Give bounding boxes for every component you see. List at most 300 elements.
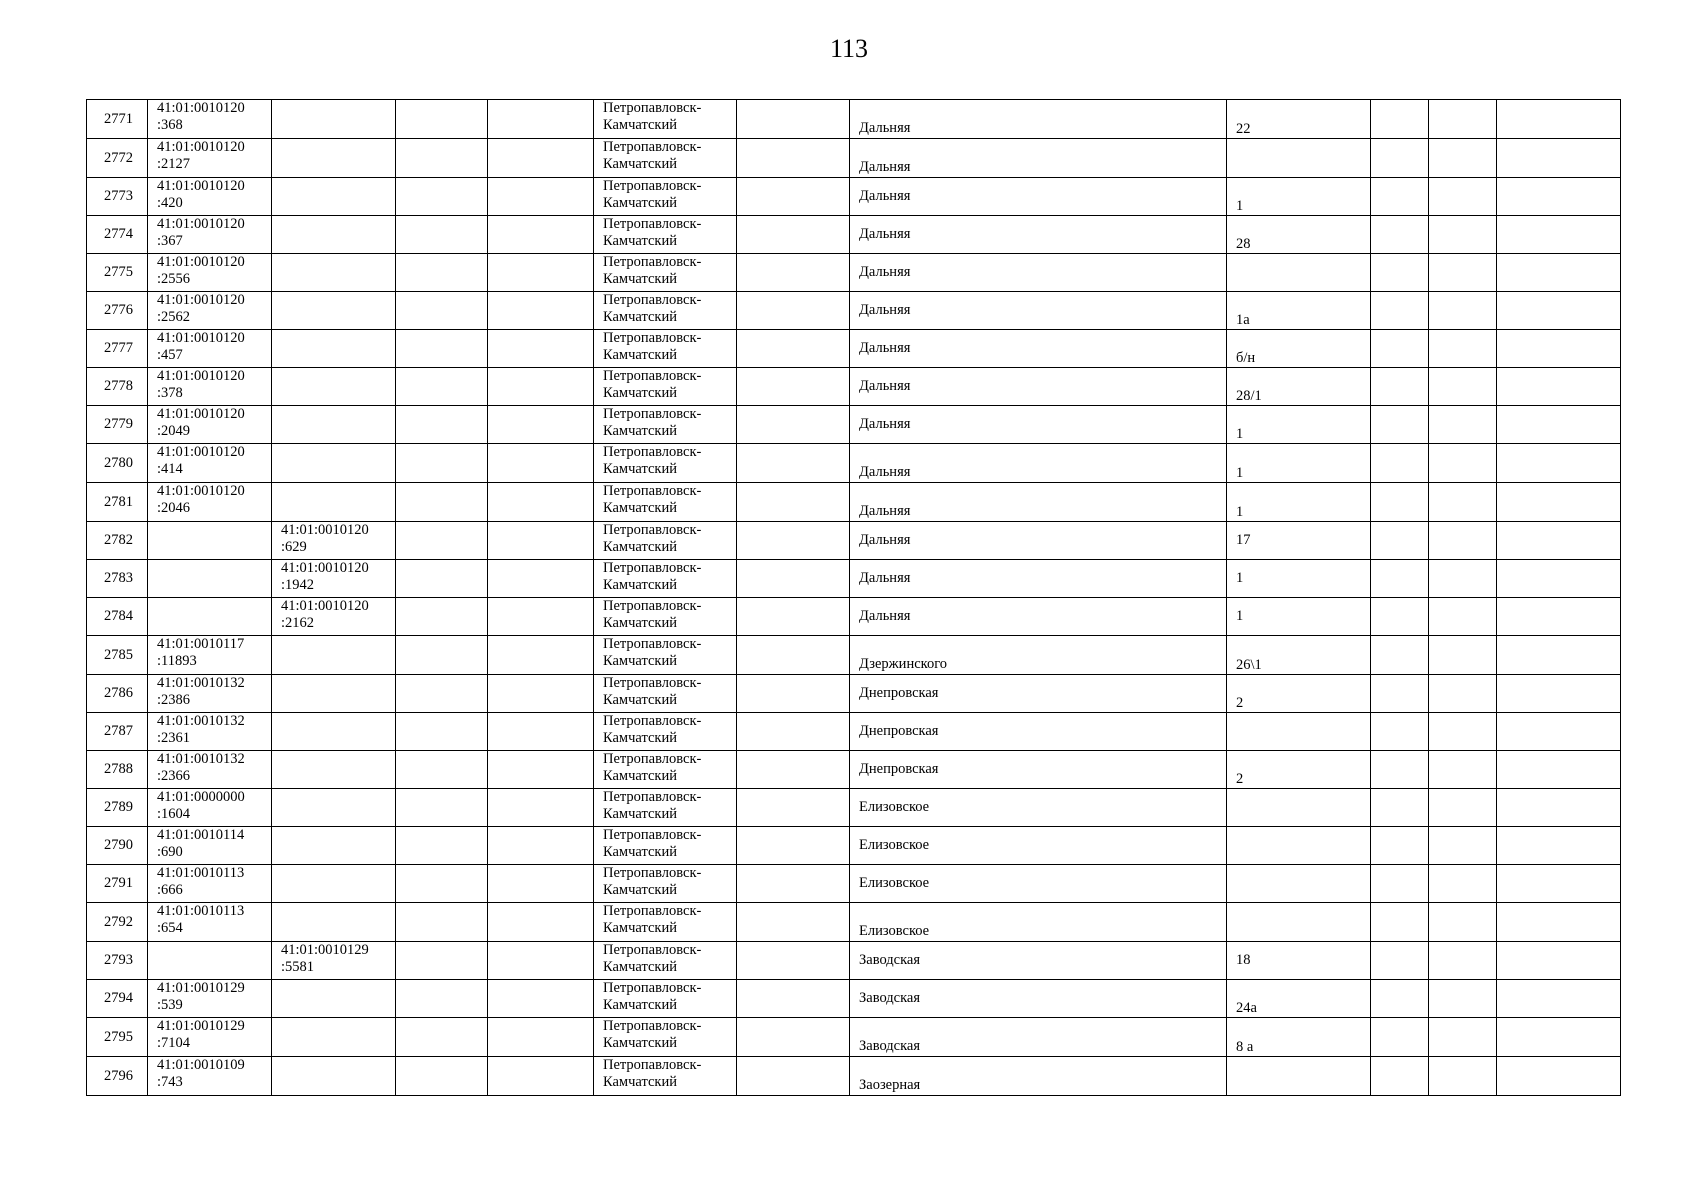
cadastral-number-cell	[148, 675, 272, 713]
empty-cell	[1497, 789, 1621, 827]
city-name-part2: Камчатский	[603, 385, 677, 401]
city-name-part1: Петропавловск-	[603, 444, 702, 460]
building-cadastral-number-part1: 41:01:0010120	[281, 560, 369, 576]
city-name-part1: Петропавловск-	[603, 980, 702, 996]
street-cell	[850, 178, 1227, 216]
empty-cell	[1497, 330, 1621, 368]
empty-cell	[396, 292, 488, 330]
street-name: Заозерная	[859, 1077, 921, 1093]
empty-cell	[1429, 444, 1497, 483]
row-number-cell	[87, 330, 148, 368]
empty-cell	[737, 483, 850, 522]
city-name-part1: Петропавловск-	[603, 1018, 702, 1034]
house-number: 1	[1236, 570, 1244, 586]
city-name-part1: Петропавловск-	[603, 675, 702, 691]
cadastral-number-part2: :2361	[157, 730, 191, 746]
empty-cell	[396, 636, 488, 675]
cadastral-number-part2: :457	[157, 347, 183, 363]
empty-cell	[396, 254, 488, 292]
row-number-cell	[87, 560, 148, 598]
empty-cell	[1497, 827, 1621, 865]
empty-cell	[737, 980, 850, 1018]
empty-cell	[1429, 254, 1497, 292]
cadastral-number-part2: :367	[157, 233, 183, 249]
empty-cell	[737, 751, 850, 789]
cadastral-number-part2: :414	[157, 461, 183, 477]
street-cell	[850, 827, 1227, 865]
empty-cell	[1497, 865, 1621, 903]
row-number-cell	[87, 636, 148, 675]
cadastral-number-part2: :7104	[157, 1035, 191, 1051]
table-row	[87, 636, 1621, 675]
house-number: 28	[1236, 236, 1251, 252]
cadastral-number-part1: 41:01:0010129	[157, 980, 245, 996]
cadastral-number-cell	[148, 139, 272, 178]
house-number-cell	[1227, 406, 1371, 444]
table-row	[87, 1057, 1621, 1096]
city-cell	[594, 789, 737, 827]
house-number-cell	[1227, 827, 1371, 865]
row-number: 2778	[104, 378, 133, 394]
empty-cell	[1371, 178, 1429, 216]
city-cell	[594, 942, 737, 980]
street-cell	[850, 139, 1227, 178]
city-name-part1: Петропавловск-	[603, 254, 702, 270]
empty-cell	[737, 903, 850, 942]
address-register-table	[86, 99, 1621, 1096]
house-number-cell	[1227, 254, 1371, 292]
building-cadastral-number-cell	[272, 789, 396, 827]
cadastral-number-part1: 41:01:0010113	[157, 865, 245, 881]
cadastral-number-part2: :690	[157, 844, 183, 860]
empty-cell	[1497, 178, 1621, 216]
empty-cell	[737, 139, 850, 178]
empty-cell	[1371, 751, 1429, 789]
row-number: 2788	[104, 761, 133, 777]
city-name-part1: Петропавловск-	[603, 292, 702, 308]
city-cell	[594, 827, 737, 865]
row-number: 2795	[104, 1028, 133, 1045]
street-name: Дальняя	[859, 416, 911, 432]
cadastral-number-part1: 41:01:0010129	[157, 1018, 245, 1034]
empty-cell	[488, 216, 594, 254]
empty-cell	[1497, 522, 1621, 560]
cadastral-number-cell	[148, 751, 272, 789]
house-number-cell	[1227, 942, 1371, 980]
empty-cell	[1429, 598, 1497, 636]
city-name-part2: Камчатский	[603, 806, 677, 822]
city-cell	[594, 444, 737, 483]
cadastral-number-part1: 41:01:0010120	[157, 216, 245, 232]
empty-cell	[488, 330, 594, 368]
cadastral-number-part1: 41:01:0010132	[157, 675, 245, 691]
house-number-cell	[1227, 368, 1371, 406]
row-number: 2796	[104, 1067, 133, 1084]
table-row	[87, 598, 1621, 636]
cadastral-number-cell	[148, 368, 272, 406]
row-number-cell	[87, 522, 148, 560]
empty-cell	[396, 789, 488, 827]
city-name-part1: Петропавловск-	[603, 598, 702, 614]
row-number: 2775	[104, 264, 133, 280]
empty-cell	[737, 254, 850, 292]
house-number: 1а	[1236, 312, 1250, 328]
street-cell	[850, 865, 1227, 903]
cadastral-number-cell	[148, 292, 272, 330]
building-cadastral-number-cell	[272, 942, 396, 980]
city-name-part2: Камчатский	[603, 844, 677, 860]
empty-cell	[488, 865, 594, 903]
cadastral-number-part2: :420	[157, 195, 183, 211]
city-name-part1: Петропавловск-	[603, 100, 702, 116]
empty-cell	[1429, 522, 1497, 560]
empty-cell	[488, 598, 594, 636]
empty-cell	[1429, 675, 1497, 713]
table-row	[87, 713, 1621, 751]
empty-cell	[737, 444, 850, 483]
street-cell	[850, 789, 1227, 827]
row-number: 2791	[104, 875, 133, 891]
empty-cell	[1371, 406, 1429, 444]
city-cell	[594, 522, 737, 560]
city-cell	[594, 1018, 737, 1057]
empty-cell	[1429, 406, 1497, 444]
empty-cell	[737, 713, 850, 751]
empty-cell	[396, 598, 488, 636]
street-cell	[850, 1018, 1227, 1057]
row-number: 2773	[104, 188, 133, 204]
empty-cell	[1371, 598, 1429, 636]
cadastral-number-cell	[148, 827, 272, 865]
house-number-cell	[1227, 865, 1371, 903]
empty-cell	[737, 406, 850, 444]
empty-cell	[488, 675, 594, 713]
city-name-part1: Петропавловск-	[603, 406, 702, 422]
empty-cell	[1371, 942, 1429, 980]
building-cadastral-number-part2: :5581	[281, 959, 315, 975]
empty-cell	[396, 368, 488, 406]
city-name-part2: Камчатский	[603, 233, 677, 249]
building-cadastral-number-cell	[272, 636, 396, 675]
empty-cell	[488, 522, 594, 560]
empty-cell	[1497, 406, 1621, 444]
city-cell	[594, 216, 737, 254]
row-number: 2782	[104, 532, 133, 548]
row-number: 2776	[104, 302, 133, 318]
house-number-cell	[1227, 903, 1371, 942]
table-row	[87, 522, 1621, 560]
house-number: 1	[1236, 198, 1244, 214]
cadastral-number-cell	[148, 980, 272, 1018]
empty-cell	[737, 598, 850, 636]
street-name: Заводская	[859, 1038, 921, 1054]
city-cell	[594, 330, 737, 368]
empty-cell	[1497, 1018, 1621, 1057]
house-number: 2	[1236, 695, 1244, 711]
empty-cell	[1371, 713, 1429, 751]
empty-cell	[1429, 980, 1497, 1018]
empty-cell	[1497, 483, 1621, 522]
street-name: Дальняя	[859, 120, 911, 136]
empty-cell	[1497, 903, 1621, 942]
city-cell	[594, 560, 737, 598]
building-cadastral-number-part1: 41:01:0010129	[281, 942, 369, 958]
street-name: Елизовское	[859, 799, 930, 815]
cadastral-number-cell	[148, 330, 272, 368]
row-number: 2787	[104, 723, 133, 739]
empty-cell	[1429, 942, 1497, 980]
house-number: 1	[1236, 608, 1244, 624]
cadastral-number-part1: 41:01:0010109	[157, 1057, 245, 1073]
building-cadastral-number-cell	[272, 675, 396, 713]
building-cadastral-number-part1: 41:01:0010120	[281, 598, 369, 614]
street-cell	[850, 483, 1227, 522]
row-number-cell	[87, 598, 148, 636]
cadastral-number-cell	[148, 216, 272, 254]
cadastral-number-part2: :378	[157, 385, 183, 401]
row-number: 2774	[104, 226, 133, 242]
cadastral-number-part2: :1604	[157, 806, 191, 822]
city-cell	[594, 139, 737, 178]
cadastral-number-part2: :654	[157, 920, 183, 936]
city-name-part2: Камчатский	[603, 156, 677, 172]
empty-cell	[396, 216, 488, 254]
empty-cell	[737, 942, 850, 980]
cadastral-number-part2: :2562	[157, 309, 191, 325]
empty-cell	[1497, 713, 1621, 751]
empty-cell	[737, 636, 850, 675]
street-cell	[850, 1057, 1227, 1096]
street-cell	[850, 598, 1227, 636]
table-row	[87, 789, 1621, 827]
empty-cell	[1371, 483, 1429, 522]
page-number: 113	[829, 34, 869, 63]
city-cell	[594, 598, 737, 636]
cadastral-number-part1: 41:01:0010120	[157, 139, 245, 155]
empty-cell	[488, 636, 594, 675]
empty-cell	[1371, 139, 1429, 178]
empty-cell	[396, 483, 488, 522]
city-name-part2: Камчатский	[603, 347, 677, 363]
row-number-cell	[87, 980, 148, 1018]
cadastral-number-part2: :2049	[157, 423, 191, 439]
street-name: Дальняя	[859, 608, 911, 624]
street-name: Елизовское	[859, 837, 930, 853]
empty-cell	[737, 560, 850, 598]
building-cadastral-number-part2: :2162	[281, 615, 315, 631]
street-name: Заводская	[859, 990, 921, 1006]
empty-cell	[396, 178, 488, 216]
house-number-cell	[1227, 216, 1371, 254]
city-name-part2: Камчатский	[603, 653, 677, 669]
street-cell	[850, 751, 1227, 789]
street-cell	[850, 100, 1227, 139]
empty-cell	[1429, 713, 1497, 751]
street-cell	[850, 675, 1227, 713]
empty-cell	[1371, 1018, 1429, 1057]
street-cell	[850, 560, 1227, 598]
row-number-cell	[87, 751, 148, 789]
empty-cell	[396, 827, 488, 865]
empty-cell	[1497, 751, 1621, 789]
empty-cell	[396, 980, 488, 1018]
building-cadastral-number-cell	[272, 980, 396, 1018]
row-number: 2794	[104, 990, 133, 1006]
cadastral-number-part1: 41:01:0010117	[157, 636, 245, 652]
city-name-part2: Камчатский	[603, 882, 677, 898]
cadastral-number-part2: :2556	[157, 271, 191, 287]
empty-cell	[1371, 368, 1429, 406]
empty-cell	[488, 483, 594, 522]
house-number: 22	[1236, 121, 1251, 137]
building-cadastral-number-cell	[272, 254, 396, 292]
row-number-cell	[87, 1057, 148, 1096]
city-name-part1: Петропавловск-	[603, 483, 702, 499]
street-cell	[850, 713, 1227, 751]
empty-cell	[488, 1057, 594, 1096]
house-number-cell	[1227, 522, 1371, 560]
empty-cell	[488, 827, 594, 865]
row-number: 2780	[104, 454, 133, 471]
empty-cell	[1497, 980, 1621, 1018]
row-number-cell	[87, 292, 148, 330]
empty-cell	[1371, 560, 1429, 598]
row-number: 2786	[104, 685, 133, 701]
table-row	[87, 903, 1621, 942]
empty-cell	[737, 865, 850, 903]
row-number: 2785	[104, 646, 133, 663]
city-cell	[594, 1057, 737, 1096]
city-name-part2: Камчатский	[603, 730, 677, 746]
table-row	[87, 292, 1621, 330]
empty-cell	[1497, 636, 1621, 675]
city-name-part1: Петропавловск-	[603, 560, 702, 576]
house-number: 1	[1236, 504, 1244, 520]
building-cadastral-number-cell	[272, 751, 396, 789]
table-row	[87, 254, 1621, 292]
street-name: Заводская	[859, 952, 921, 968]
row-number-cell	[87, 827, 148, 865]
house-number-cell	[1227, 560, 1371, 598]
building-cadastral-number-cell	[272, 292, 396, 330]
empty-cell	[1497, 942, 1621, 980]
row-number-cell	[87, 713, 148, 751]
city-cell	[594, 368, 737, 406]
empty-cell	[1429, 865, 1497, 903]
table-row	[87, 178, 1621, 216]
house-number-cell	[1227, 675, 1371, 713]
city-cell	[594, 751, 737, 789]
empty-cell	[737, 1018, 850, 1057]
city-name-part2: Камчатский	[603, 959, 677, 975]
empty-cell	[488, 406, 594, 444]
empty-cell	[396, 1057, 488, 1096]
table-row	[87, 827, 1621, 865]
empty-cell	[488, 368, 594, 406]
city-cell	[594, 100, 737, 139]
cadastral-number-cell	[148, 713, 272, 751]
empty-cell	[1371, 330, 1429, 368]
city-name-part2: Камчатский	[603, 539, 677, 555]
city-name-part1: Петропавловск-	[603, 216, 702, 232]
building-cadastral-number-cell	[272, 330, 396, 368]
cadastral-number-part2: :2386	[157, 692, 191, 708]
empty-cell	[488, 942, 594, 980]
empty-cell	[1497, 598, 1621, 636]
empty-cell	[488, 713, 594, 751]
house-number-cell	[1227, 751, 1371, 789]
house-number-cell	[1227, 598, 1371, 636]
empty-cell	[737, 368, 850, 406]
empty-cell	[1371, 444, 1429, 483]
house-number-cell	[1227, 100, 1371, 139]
empty-cell	[1429, 1018, 1497, 1057]
city-name-part2: Камчатский	[603, 309, 677, 325]
cadastral-number-part1: 41:01:0010114	[157, 827, 245, 843]
building-cadastral-number-part2: :629	[281, 539, 307, 555]
city-name-part2: Камчатский	[603, 1074, 677, 1090]
street-cell	[850, 980, 1227, 1018]
house-number-cell	[1227, 980, 1371, 1018]
empty-cell	[1371, 1057, 1429, 1096]
street-name: Дальняя	[859, 340, 911, 356]
row-number-cell	[87, 254, 148, 292]
street-cell	[850, 406, 1227, 444]
city-name-part2: Камчатский	[603, 117, 677, 133]
row-number-cell	[87, 216, 148, 254]
empty-cell	[1497, 1057, 1621, 1096]
empty-cell	[396, 522, 488, 560]
cadastral-number-cell	[148, 254, 272, 292]
cadastral-number-part2: :743	[157, 1074, 183, 1090]
row-number: 2779	[104, 416, 133, 432]
empty-cell	[1371, 789, 1429, 827]
row-number: 2793	[104, 952, 133, 968]
row-number-cell	[87, 789, 148, 827]
empty-cell	[1371, 903, 1429, 942]
city-cell	[594, 675, 737, 713]
building-cadastral-number-cell	[272, 178, 396, 216]
empty-cell	[1429, 330, 1497, 368]
table-row	[87, 942, 1621, 980]
city-cell	[594, 178, 737, 216]
street-name: Днепровская	[859, 723, 939, 739]
table-body	[87, 100, 1621, 1096]
city-name-part1: Петропавловск-	[603, 368, 702, 384]
street-name: Дальняя	[859, 570, 911, 586]
cadastral-number-cell	[148, 100, 272, 139]
empty-cell	[737, 789, 850, 827]
city-name-part1: Петропавловск-	[603, 636, 702, 652]
empty-cell	[737, 216, 850, 254]
row-number-cell	[87, 178, 148, 216]
street-name: Елизовское	[859, 875, 930, 891]
city-cell	[594, 713, 737, 751]
empty-cell	[1429, 1057, 1497, 1096]
city-name-part1: Петропавловск-	[603, 865, 702, 881]
row-number: 2784	[104, 608, 133, 624]
table-row	[87, 100, 1621, 139]
empty-cell	[488, 980, 594, 1018]
table-row	[87, 483, 1621, 522]
city-cell	[594, 865, 737, 903]
table-row	[87, 675, 1621, 713]
street-name: Дальняя	[859, 226, 911, 242]
row-number-cell	[87, 100, 148, 139]
city-cell	[594, 636, 737, 675]
row-number-cell	[87, 942, 148, 980]
house-number: 28/1	[1236, 388, 1262, 404]
